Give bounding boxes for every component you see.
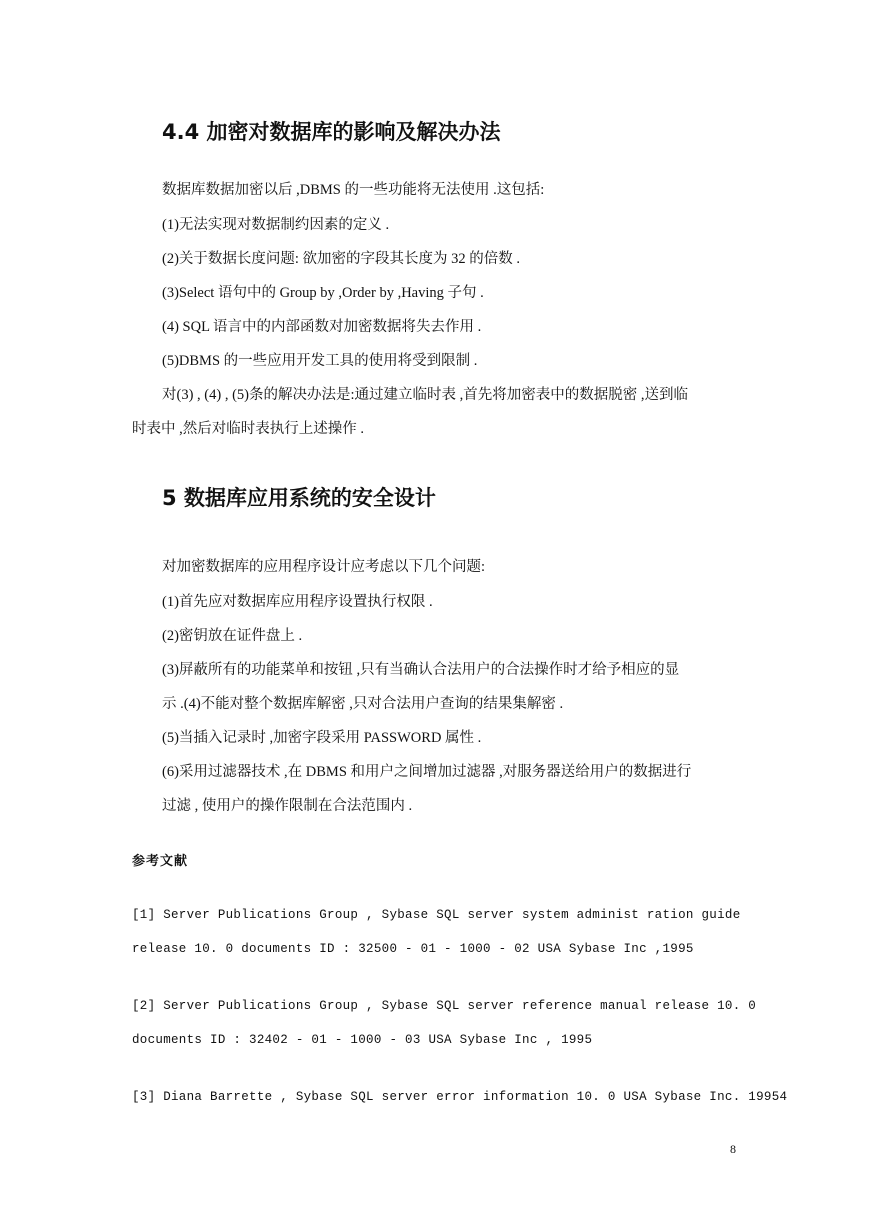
solution-paragraph-line: 时表中 ,然后对临时表执行上述操作 . [132,421,364,437]
list-item: (4) SQL 语言中的内部函数对加密数据将失去作用 . [162,319,482,335]
page-number: 8 [730,1142,736,1156]
list-item: (2)关于数据长度问题: 欲加密的字段其长度为 32 的倍数 . [162,251,521,267]
section-4-4-heading: 4.4 加密对数据库的影响及解决办法 [162,120,501,144]
list-item: (6)采用过滤器技术 ,在 DBMS 和用户之间增加过滤器 ,对服务器送给用户的数据进行 [162,764,692,780]
solution-paragraph-line: 对(3) , (4) , (5)条的解决办法是:通过建立临时表 ,首先将加密表中的数据脱密 ,送到临 [162,387,688,403]
list-item: (3)Select 语句中的 Group by ,Order by ,Having 子句 . [162,285,484,301]
list-item: 过滤 , 使用户的操作限制在合法范围内 . [162,798,413,814]
list-item: 示 .(4)不能对整个数据库解密 ,只对合法用户查询的结果集解密 . [162,696,564,712]
reference-line: [1] Server Publications Group , Sybase SQL server system administ ration guide [132,908,741,922]
list-item: (1)无法实现对数据制约因素的定义 . [162,217,390,233]
list-item: (1)首先应对数据库应用程序设置执行权限 . [162,594,433,610]
reference-line: [3] Diana Barrette , Sybase SQL server error information 10. 0 USA Sybase Inc. 19954 [132,1090,788,1104]
reference-line: documents ID : 32402 - 01 - 1000 - 03 USA Sybase Inc , 1995 [132,1033,593,1047]
reference-line: release 10. 0 documents ID : 32500 - 01 - 1000 - 02 USA Sybase Inc ,1995 [132,942,694,956]
list-item: (3)屏蔽所有的功能菜单和按钮 ,只有当确认合法用户的合法操作时才给予相应的显 [162,662,680,678]
list-item: (5)当插入记录时 ,加密字段采用 PASSWORD 属性 . [162,730,482,746]
section-5-intro: 对加密数据库的应用程序设计应考虑以下几个问题: [162,559,486,575]
section-5-heading: 5 数据库应用系统的安全设计 [162,486,436,510]
reference-line: [2] Server Publications Group , Sybase SQL server reference manual release 10. 0 [132,999,757,1013]
list-item: (5)DBMS 的一些应用开发工具的使用将受到限制 . [162,353,478,369]
references-title: 参考文献 [132,854,189,869]
list-item: (2)密钥放在证件盘上 . [162,628,303,644]
section-4-4-intro: 数据库数据加密以后 ,DBMS 的一些功能将无法使用 .这包括: [162,182,545,198]
